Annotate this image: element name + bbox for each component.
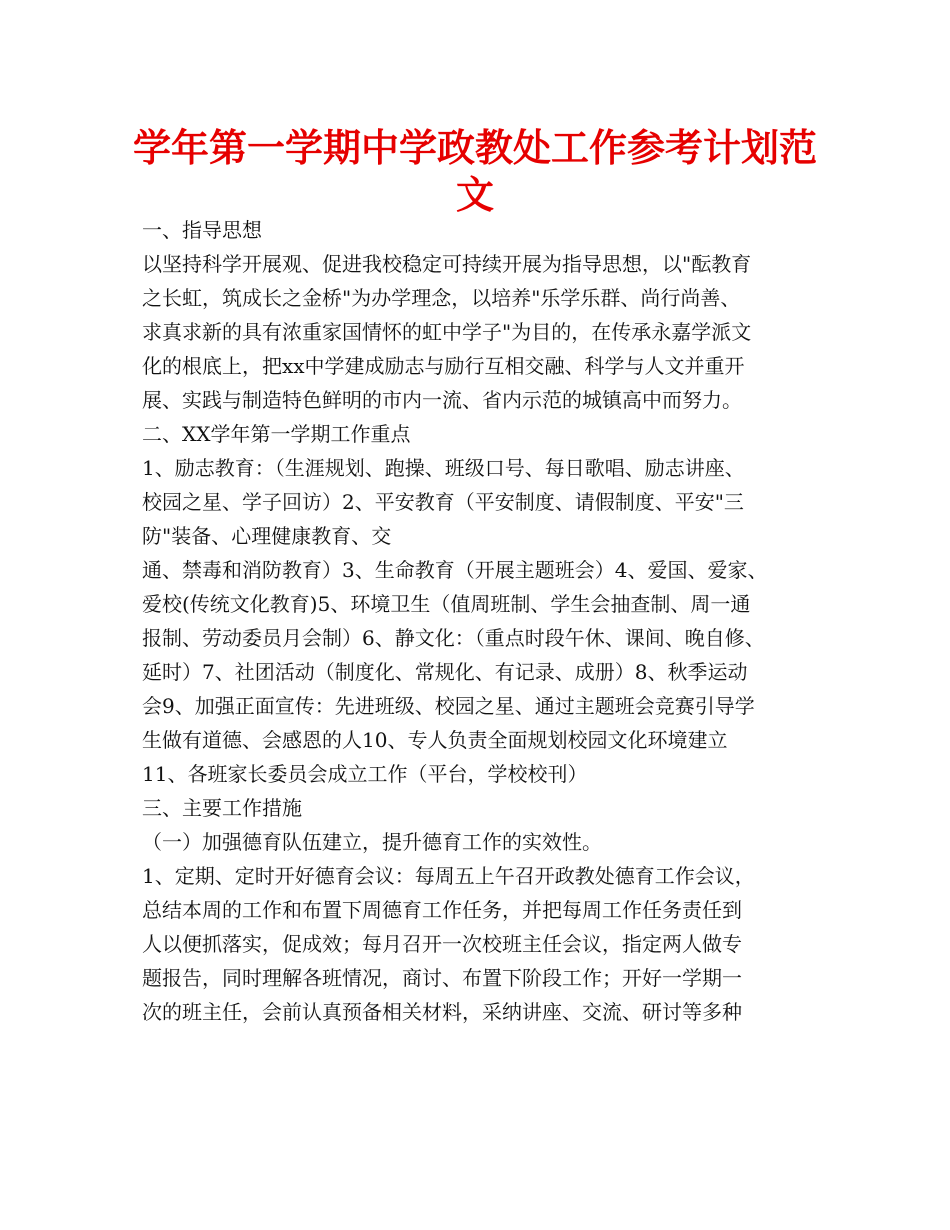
body-line: 次的班主任，会前认真预备相关材料，采纳讲座、交流、研讨等多种 — [142, 1000, 742, 1024]
body-line: 延时）7、社团活动（制度化、常规化、有记录、成册）8、秋季运动 — [142, 660, 748, 684]
body-line: 1、励志教育：（生涯规划、跑操、班级口号、每日歌唱、励志讲座、 — [142, 456, 745, 480]
section-heading-work-focus: 二、XX学年第一学期工作重点 — [142, 422, 411, 446]
body-line: 11、各班家长委员会成立工作（平台，学校校刊） — [142, 762, 588, 786]
document-title-line-2: 文 — [455, 173, 494, 217]
body-line: 之长虹，筑成长之金桥"为办学理念，以培养"乐学乐群、尚行尚善、 — [142, 286, 741, 310]
body-line: 展、实践与制造特色鲜明的市内一流、省内示范的城镇高中而努力。 — [142, 388, 742, 412]
body-line: 防"装备、心理健康教育、交 — [142, 524, 392, 548]
document-title-line-1: 学年第一学期中学政教处工作参考计划范 — [132, 126, 817, 170]
body-line: 化的根底上，把xx中学建成励志与励行互相交融、科学与人文并重开 — [142, 354, 745, 378]
subsection-heading: （一）加强德育队伍建立，提升德育工作的实效性。 — [142, 830, 602, 854]
body-line: 人以便抓落实，促成效；每月召开一次校班主任会议，指定两人做专 — [142, 932, 742, 956]
section-heading-guiding-ideology: 一、指导思想 — [142, 218, 262, 242]
body-line: 会9、加强正面宣传：先进班级、校园之星、通过主题班会竞赛引导学 — [142, 694, 755, 718]
body-line: 通、禁毒和消防教育）3、生命教育（开展主题班会）4、爱国、爱家、 — [142, 558, 768, 582]
body-line: 总结本周的工作和布置下周德育工作任务，并把每周工作任务责任到 — [142, 898, 742, 922]
body-line: 报制、劳动委员月会制）6、静文化：（重点时段午休、课间、晚自修、 — [142, 626, 765, 650]
body-line: 生做有道德、会感恩的人10、专人负责全面规划校园文化环境建立 — [142, 728, 728, 752]
body-line: 以坚持科学开展观、促进我校稳定可持续开展为指导思想，以"酝教育 — [142, 252, 752, 276]
body-line: 爱校(传统文化教育)5、环境卫生（值周班制、学生会抽查制、周一通 — [142, 592, 751, 616]
body-line: 1、定期、定时开好德育会议：每周五上午召开政教处德育工作会议， — [142, 864, 755, 888]
body-line: 求真求新的具有浓重家国情怀的虹中学子"为目的，在传承永嘉学派文 — [142, 320, 752, 344]
body-line: 题报告，同时理解各班情况，商讨、布置下阶段工作；开好一学期一 — [142, 966, 742, 990]
body-line: 校园之星、学子回访）2、平安教育（平安制度、请假制度、平安"三 — [142, 490, 744, 514]
section-heading-main-measures: 三、主要工作措施 — [142, 796, 302, 820]
